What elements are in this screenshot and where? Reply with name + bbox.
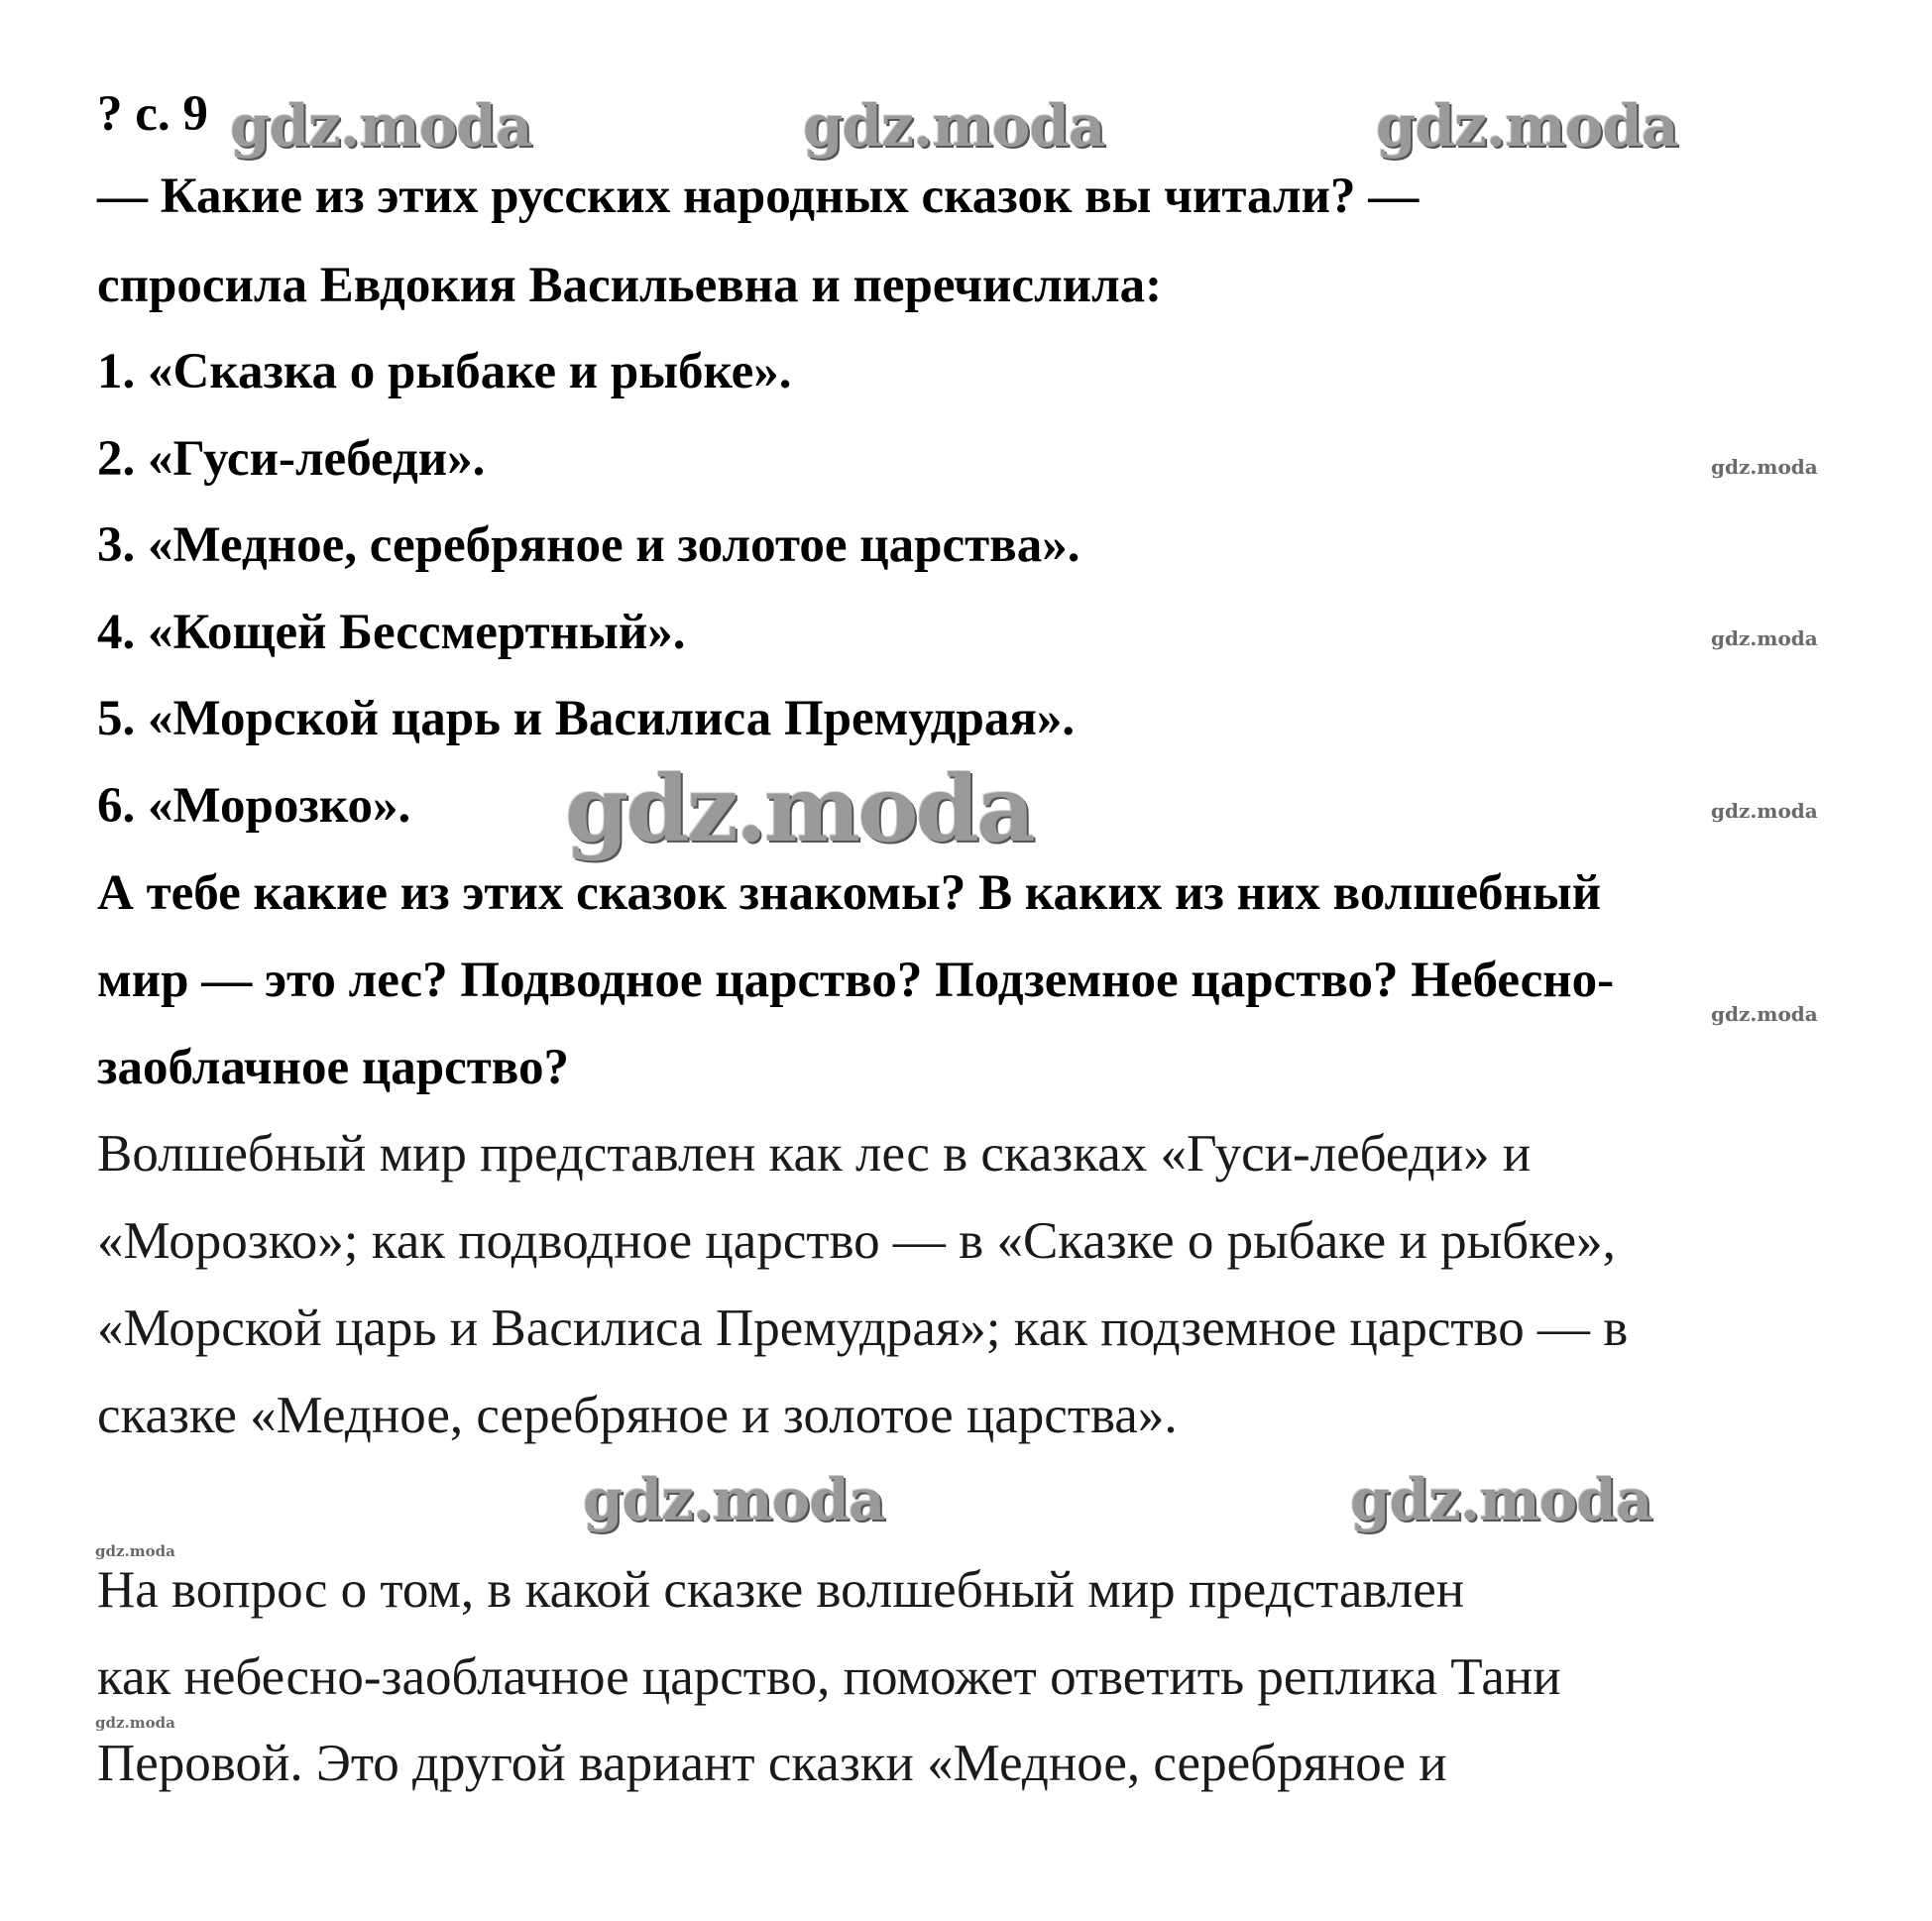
list-item: 5. «Морской царь и Василиса Премудрая». — [97, 691, 1076, 746]
question-intro-line-2: спросила Евдокия Васильевна и перечислила: — [97, 258, 1163, 313]
task-question-line: А тебе какие из этих сказок знакомы? В каких из них волшебный — [97, 865, 1602, 921]
watermark: gdz.moda — [583, 1466, 885, 1533]
watermark: gdz.moda — [1711, 799, 1818, 823]
list-item: 1. «Сказка о рыбаке и рыбке». — [97, 344, 792, 399]
watermark: gdz.moda — [1376, 92, 1678, 160]
watermark: gdz.moda — [95, 1714, 175, 1732]
answer-line: «Морской царь и Василиса Премудрая»; как подземное царство — в — [97, 1300, 1629, 1357]
task-question-line: мир — это лес? Подводное царство? Подземное царство? Небесно- — [97, 953, 1615, 1008]
watermark: gdz.moda — [1711, 455, 1818, 479]
answer-line: «Морозко»; как подводное царство — в «Сказке о рыбаке и рыбке», — [97, 1212, 1616, 1270]
watermark: gdz.moda — [803, 92, 1105, 160]
task-question-line: заоблачное царство? — [97, 1040, 569, 1095]
list-item: 3. «Медное, серебряное и золотое царства». — [97, 517, 1080, 573]
watermark: gdz.moda — [1711, 1002, 1818, 1026]
watermark: gdz.moda — [565, 755, 1033, 862]
watermark: gdz.moda — [1350, 1466, 1652, 1533]
answer-line: Перовой. Это другой вариант сказки «Медное, серебряное и — [97, 1735, 1447, 1792]
list-item: 4. «Кощей Бессмертный». — [97, 605, 686, 660]
question-intro-line-1: — Какие из этих русских народных сказок вы читали? — — [97, 169, 1420, 224]
list-item: 2. «Гуси-лебеди». — [97, 431, 486, 487]
answer-line: Волшебный мир представлен как лес в сказках «Гуси-лебеди» и — [97, 1125, 1532, 1183]
answer-line: На вопрос о том, в какой сказке волшебный мир представлен — [97, 1561, 1465, 1619]
page-reference: ? с. 9 — [97, 86, 208, 142]
answer-line: как небесно-заоблачное царство, поможет ответить реплика Тани — [97, 1648, 1561, 1706]
answer-line: сказке «Медное, серебряное и золотое царства». — [97, 1387, 1178, 1444]
watermark: gdz.moda — [95, 1542, 175, 1560]
watermark: gdz.moda — [230, 92, 532, 160]
list-item: 6. «Морозко». — [97, 778, 411, 834]
watermark: gdz.moda — [1711, 626, 1818, 650]
